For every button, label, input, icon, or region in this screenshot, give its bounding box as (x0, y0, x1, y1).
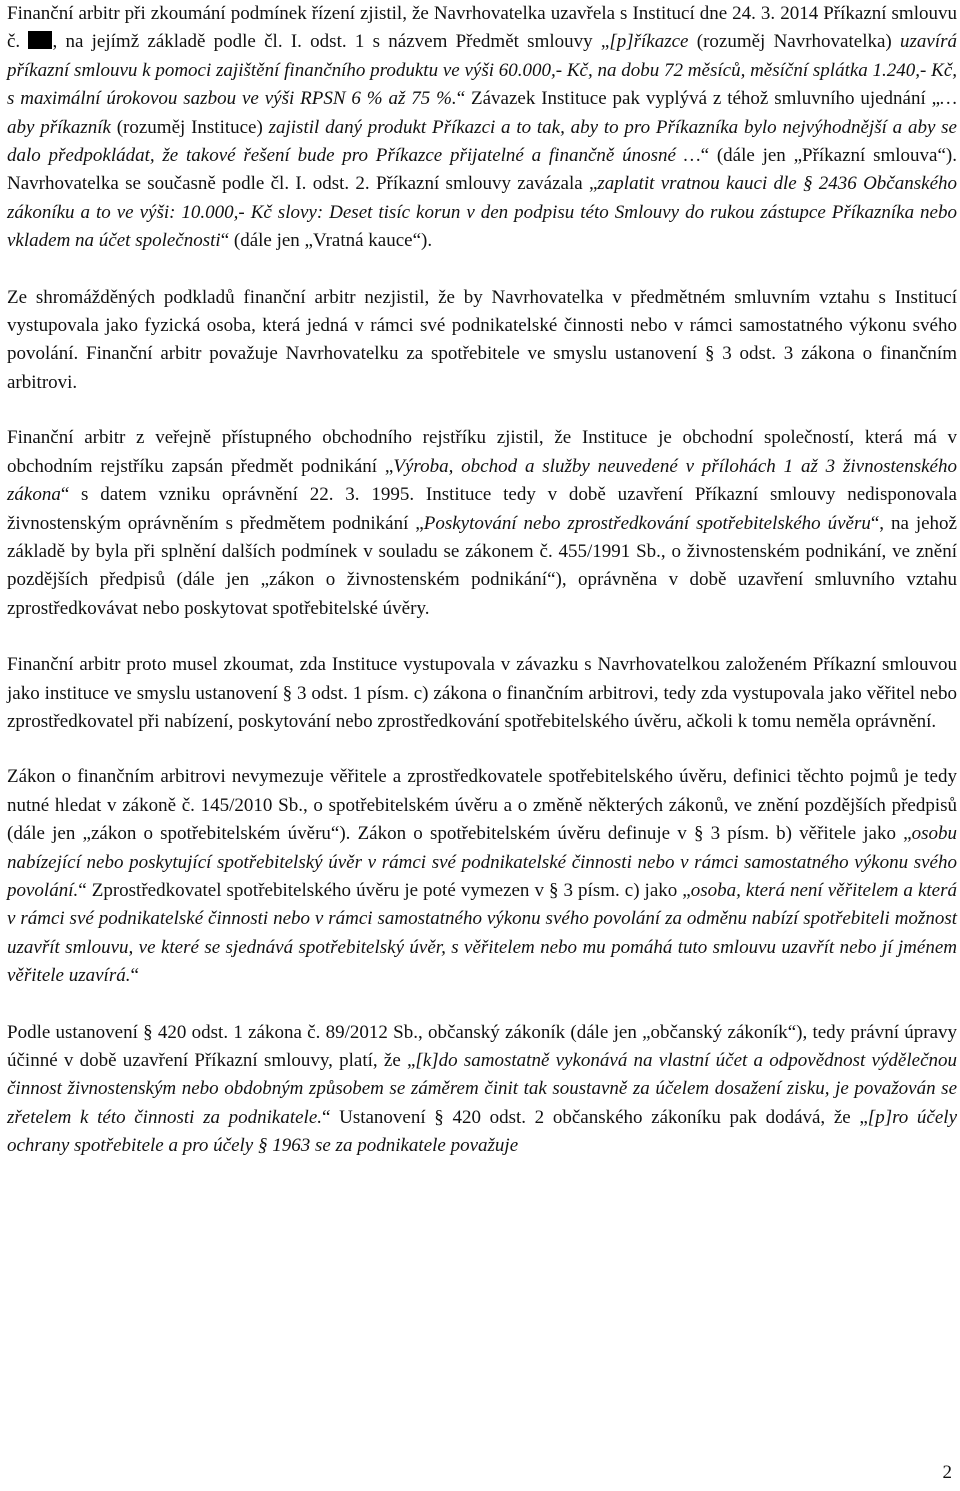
text-run: (rozuměj Instituce) (110, 116, 269, 138)
italic-quote: [k]do samostatně vykonává na vlastní účet a odpovědnost výdělečnou činnost živnostenským nebo obdobným způsobem se záměrem činit tak soustavně za účelem dosažení zisku, je považován se zřetelem k této činnosti za podnikatele. (7, 1050, 957, 1128)
text-run: Zákon o finančním arbitrovi nevymezuje věřitele a zprostředkovatele spotřebitelského úvěru, definici těchto pojmů je tedy nutné hledat v zákoně č. 145/2010 Sb., o spotřebitelském úvěru a o změně některých zákonů, ve znění pozdějších předpisů (dále jen „zákon o spotřebitelském úvěru“). Zákon o spotřebitelském úvěru definuje v § 3 písm. b) věřitele jako „ (7, 766, 957, 845)
italic-quote: osoba, která není věřitelem a která v rámci své podnikatelské činnosti nebo v rámci samostatného výkonu svého povolání za odměnu nabízí spotřebiteli možnost uzavřít smlouvu, ve které se sjednává spotřebitelský úvěr, s věřitelem nebo mu pomáhá tuto smlouvu uzavřít nebo jí jménem věřitele uzavírá. (7, 879, 957, 987)
text-run: “, na jehož základě by byla při splnění dalších podmínek v souladu se zákonem č. 455/1991 Sb., o živnostenském podnikání, ve znění pozdějších předpisů (dále jen „zákon o živnostenském podnikání“), oprávněna v době uzavření smluvního vztahu zprostředkovávat nebo poskytovat spotřebitelské úvěry. (7, 512, 957, 619)
paragraph-contract-facts (7, 0, 957, 256)
italic-quote: zaplatit vratnou kauci dle § 2436 Občanského zákoníku a to ve výši: 10.000,- Kč slovy: Deset tisíc korun v den podpisu této Smlouvy do rukou zástupce Příkazníka nebo vkladem na účet společnosti (7, 173, 958, 252)
text-run: “ (dále jen „Příkazní smlouva“). Navrhovatelka se současně podle čl. I. odst. 2. Příkazní smlouvy zavázala „ (7, 145, 957, 195)
text-run: “ (dále jen „Vratná kauce“). (220, 230, 433, 252)
italic-quote: [p]říkazce (609, 31, 689, 53)
text-run: Finanční arbitr z veřejně přístupného obchodního rejstříku zjistil, že Instituce je obchodní společností, která má v obchodním rejstříku zapsán předmět podnikání „ (7, 427, 957, 477)
italic-quote: …aby příkazník (7, 88, 957, 138)
text-run: Finanční arbitr při zkoumání podmínek řízení zjistil, že Navrhovatelka uzavřela s Institucí dne 24. 3. 2014 Příkazní smlouvu č. (7, 3, 957, 53)
text-run: “ (130, 965, 139, 987)
text-run: Podle ustanovení § 420 odst. 1 zákona č. 89/2012 Sb., občanský zákoník (dále jen „občanský zákoník“), tedy právní úpravy účinné v době uzavření Příkazní smlouvy, platí, že „ (7, 1021, 957, 1071)
italic-quote: [p]ro účely ochrany spotřebitele a pro účely § 1963 se za podnikatele považuje (7, 1106, 958, 1157)
paragraph-consumer-status (7, 284, 957, 398)
text-run: “ Ustanovení § 420 odst. 2 občanského zákoníku pak dodává, že „ (322, 1106, 868, 1128)
text-run: Finanční arbitr proto musel zkoumat, zda Instituce vystupovala v závazku s Navrhovatelkou založeném Příkazní smlouvou jako instituce ve smyslu ustanovení § 3 odst. 1 písm. c) zákona o finančním arbitrovi, tedy zda vystupovala jako věřitel nebo zprostředkovatel při nabízení, poskytování nebo zprostředkování spotřebitelského úvěru, ačkoli k tomu neměla oprávnění. (7, 654, 957, 732)
paragraph-civil-code (7, 1019, 957, 1161)
text-run: “ s datem vzniku oprávnění 22. 3. 1995. Instituce tedy v době uzavření Příkazní smlouvy nedisponovala živnostenským oprávněním s předmětem podnikání „ (7, 484, 957, 534)
text-run: (rozuměj Navrhovatelka) (688, 31, 901, 53)
paragraph-credit-definitions (7, 763, 957, 990)
redaction-block (28, 31, 52, 49)
italic-quote: uzavírá příkazní smlouvu k pomoci zajištění finančního produktu ve výši 60.000,- Kč, na dobu 72 měsíců, měsíční splátka 1.240,- Kč, s maximální úrokovou sazbou ve výši RPSN 6 % až 75 %. (7, 31, 958, 110)
italic-quote: osobu nabízející nebo poskytující spotřebitelský úvěr v rámci své podnikatelské činnosti nebo v rámci samostatného výkonu svého povolání. (7, 823, 957, 901)
italic-quote: Výroba, obchod a služby neuvedené v přílohách 1 až 3 živnostenského zákona (7, 455, 957, 506)
text-run: “ Zprostředkovatel spotřebitelského úvěru je poté vymezen v § 3 písm. c) jako „ (78, 879, 691, 901)
paragraph-trade-license (7, 424, 957, 623)
text-run: , na jejímž základě podle čl. I. odst. 1 s názvem Předmět smlouvy „ (52, 31, 610, 53)
italic-quote: zajistil daný produkt Příkazci a to tak, aby to pro Příkazníka bylo nejvýhodnější a aby se dalo předpokládat, že takové řešení bude pro Příkazce přijatelné a finančně únosné … (7, 116, 957, 167)
text-run: Ze shromážděných podkladů finanční arbitr nezjistil, že by Navrhovatelka v předmětném smluvním vztahu s Institucí vystupovala jako fyzická osoba, která jedná v rámci své podnikatelské činnosti nebo v rámci samostatného výkonu svého povolání. Finanční arbitr považuje Navrhovatelku za spotřebitele ve smyslu ustanovení § 3 odst. 3 zákona o finančním arbitrovi. (7, 286, 957, 393)
italic-quote: Poskytování nebo zprostředkování spotřebitelského úvěru (423, 512, 871, 534)
document-page (7, 0, 957, 1161)
text-run: “ Závazek Instituce pak vyplývá z téhož smluvního ujednání „ (456, 88, 941, 110)
page-number: 2 (942, 1462, 952, 1483)
paragraph-institution-question (7, 651, 957, 736)
